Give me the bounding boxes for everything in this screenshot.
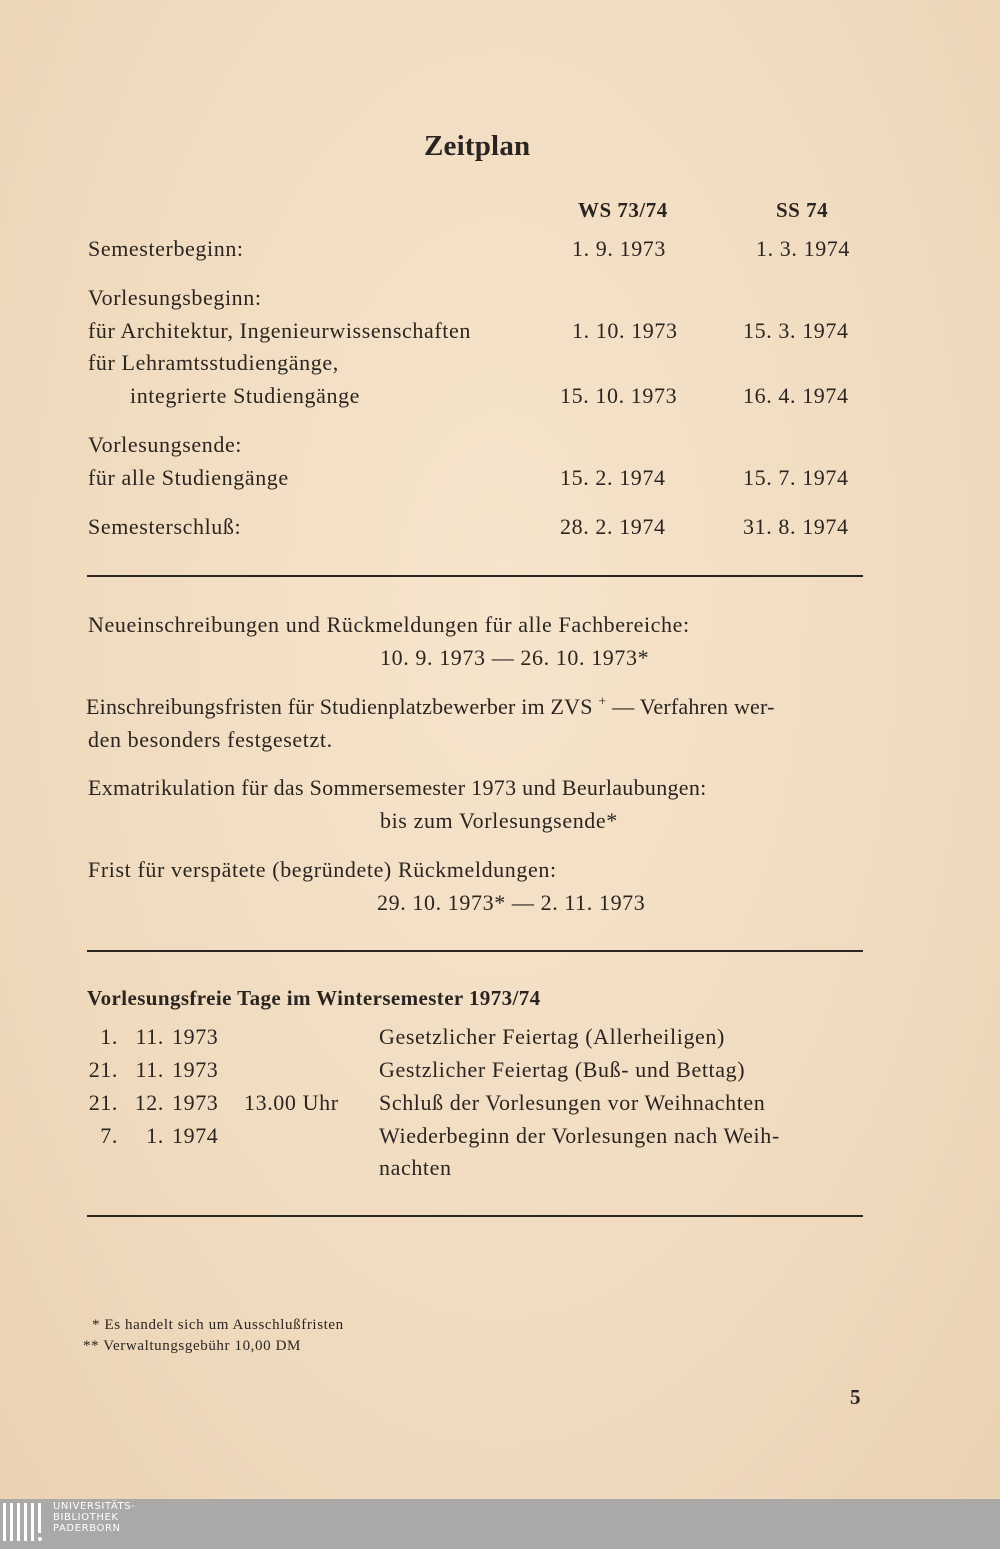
holiday-day: 7.: [100, 1123, 118, 1148]
holiday-year: 1973: [172, 1090, 219, 1115]
library-name-line-1: UNIVERSITÄTS-: [53, 1501, 136, 1512]
holiday-desc: Gesetzlicher Feiertag (Allerheiligen): [379, 1024, 725, 1049]
integrierte-ws: 15. 10. 1973: [560, 383, 678, 408]
alle-label: für alle Studiengänge: [88, 465, 289, 490]
semesterschluss-label: Semesterschluß:: [88, 514, 242, 539]
holiday-day: 21.: [88, 1090, 118, 1115]
alle-ws: 15. 2. 1974: [560, 465, 666, 490]
holiday-day: 1.: [100, 1024, 118, 1049]
divider-3: [87, 1215, 863, 1217]
holiday-year: 1974: [172, 1123, 219, 1148]
holiday-desc-continuation: nachten: [379, 1155, 452, 1180]
holidays-heading: Vorlesungsfreie Tage im Wintersemester 1973/74: [87, 986, 541, 1010]
neueinschreibungen-dates: 10. 9. 1973 — 26. 10. 1973*: [380, 645, 650, 670]
integrierte-ss: 16. 4. 1974: [743, 383, 849, 408]
zvs-line-1-end: — Verfahren wer-: [612, 694, 775, 719]
integrierte-label: integrierte Studiengänge: [130, 383, 361, 408]
holiday-month: 1.: [146, 1123, 164, 1148]
holiday-desc: Gestzlicher Feiertag (Buß- und Bettag): [379, 1057, 746, 1082]
divider-1: [87, 575, 863, 577]
divider-2: [87, 950, 863, 952]
architektur-label: für Architektur, Ingenieurwissenschaften: [88, 318, 471, 343]
holiday-month: 12.: [134, 1090, 164, 1115]
semesterbeginn-ss: 1. 3. 1974: [756, 236, 850, 261]
zvs-plus-sup: +: [598, 694, 607, 710]
holiday-desc: Wiederbeginn der Vorlesungen nach Weih-: [379, 1123, 780, 1148]
architektur-ss: 15. 3. 1974: [743, 318, 849, 343]
vorlesungsende-label: Vorlesungsende:: [88, 432, 243, 457]
lehramt-label: für Lehramtsstudiengänge,: [88, 350, 339, 375]
holiday-day: 21.: [88, 1057, 118, 1082]
library-logo-icon: [0, 1499, 50, 1549]
footnote-1: * Es handelt sich um Ausschlußfristen: [92, 1317, 344, 1333]
page-title: Zeitplan: [424, 130, 531, 162]
frist-dates: 29. 10. 1973* — 2. 11. 1973: [377, 890, 646, 915]
semesterbeginn-ws: 1. 9. 1973: [572, 236, 666, 261]
vorlesungsbeginn-label: Vorlesungsbeginn:: [88, 285, 262, 310]
exmatrikulation-dates: bis zum Vorlesungsende*: [380, 808, 618, 833]
zvs-line-1-text: Einschreibungsfristen für Studienplatzbewerber im ZVS: [86, 694, 593, 719]
page-number: 5: [850, 1385, 861, 1409]
holiday-time: 13.00 Uhr: [244, 1090, 339, 1115]
library-name: [53, 1501, 135, 1534]
holiday-year: 1973: [172, 1057, 219, 1082]
alle-ss: 15. 7. 1974: [743, 465, 849, 490]
frist-text: Frist für verspätete (begründete) Rückmeldungen:: [88, 857, 557, 882]
holiday-year: 1973: [172, 1024, 219, 1049]
zvs-line-1: [86, 694, 775, 720]
library-name-line-2: BIBLIOTHEK: [53, 1512, 119, 1523]
holiday-month: 11.: [135, 1057, 164, 1082]
library-name-line-3: PADERBORN: [53, 1523, 121, 1534]
footnote-2: ** Verwaltungsgebühr 10,00 DM: [83, 1338, 301, 1354]
neueinschreibungen-text: Neueinschreibungen und Rückmeldungen für alle Fachbereiche:: [88, 612, 690, 637]
semesterschluss-ws: 28. 2. 1974: [560, 514, 666, 539]
semesterschluss-ss: 31. 8. 1974: [743, 514, 849, 539]
library-footer-bar: [0, 1499, 1000, 1549]
column-header-ws: WS 73/74: [578, 198, 668, 222]
exmatrikulation-text: Exmatrikulation für das Sommersemester 1973 und Beurlaubungen:: [88, 775, 707, 800]
column-header-ss: SS 74: [776, 198, 829, 222]
holiday-desc: Schluß der Vorlesungen vor Weihnachten: [379, 1090, 766, 1115]
zvs-line-2: den besonders festgesetzt.: [88, 727, 333, 752]
semesterbeginn-label: Semesterbeginn:: [88, 236, 244, 261]
holiday-month: 11.: [135, 1024, 164, 1049]
architektur-ws: 1. 10. 1973: [572, 318, 678, 343]
